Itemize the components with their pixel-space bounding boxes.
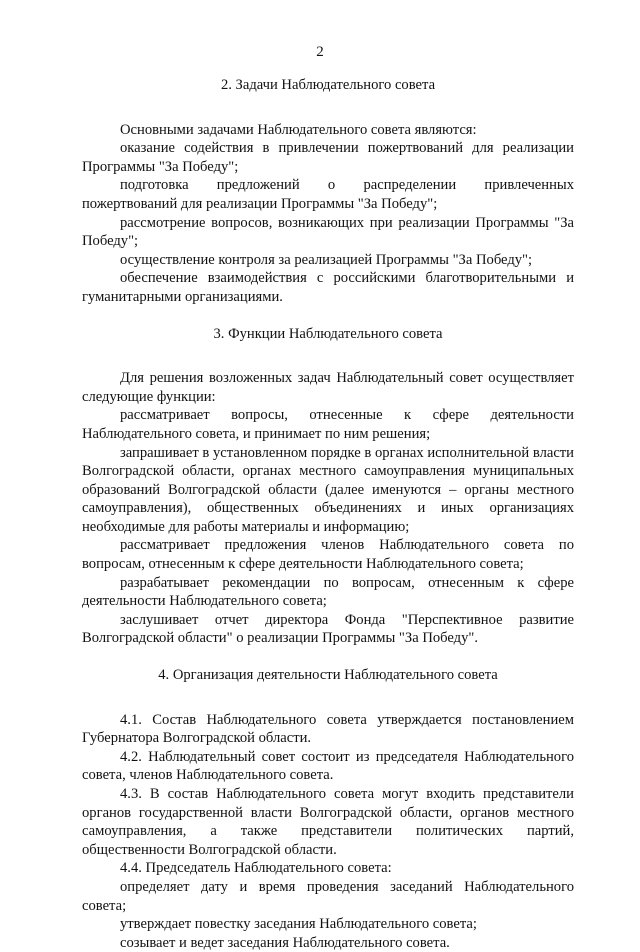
paragraph: рассмотрение вопросов, возникающих при реализации Программы "За Победу";	[82, 214, 574, 250]
paragraph: рассматривает предложения членов Наблюдательного совета по вопросам, отнесенным к сфере деятельности Наблюдательного совета;	[82, 537, 574, 573]
paragraph: 4.1. Состав Наблюдательного совета утверждается постановлением Губернатора Волгоградской области.	[82, 711, 574, 747]
paragraph: запрашивает в установленном порядке в органах исполнительной власти Волгоградской области, органах местного самоуправления муниципальных образований Волгоградской области (далее именуются – органы местного самоуправления), общественных объединениях и иных организациях необходимые для работы материалы и информацию;	[82, 444, 574, 535]
paragraph: Для решения возложенных задач Наблюдательный совет осуществляет следующие функции:	[82, 370, 574, 405]
paragraph: заслушивает отчет директора Фонда "Перспективное развитие Волгоградской области" о реализации Программы "За Победу".	[82, 611, 574, 647]
paragraph: 4.3. В состав Наблюдательного совета могут входить представители органов государственной власти Волгоградской области, органов местного самоуправления, а также представители политических партий, общественности Волгоградской области.	[82, 786, 574, 858]
section-4-title: 4. Организация деятельности Наблюдательного совета	[158, 667, 498, 684]
paragraph: 4.4. Председатель Наблюдательного совета:	[120, 860, 392, 877]
paragraph: обеспечение взаимодействия с российскими благотворительными и гуманитарными организациями.	[82, 270, 574, 305]
paragraph: разрабатывает рекомендации по вопросам, отнесенным к сфере деятельности Наблюдательного совета;	[82, 574, 574, 610]
paragraph: подготовка предложений о распределении привлеченных пожертвований для реализации Программы "За Победу";	[82, 177, 574, 212]
paragraph: созывает и ведет заседания Наблюдательного совета.	[120, 934, 450, 951]
paragraph: рассматривает вопросы, отнесенные к сфере деятельности Наблюдательного совета, и принимает по ним решения;	[82, 407, 574, 442]
paragraph: Основными задачами Наблюдательного совета являются:	[120, 121, 477, 138]
paragraph: осуществление контроля за реализацией Программы "За Победу";	[120, 251, 533, 268]
paragraph: определяет дату и время проведения заседаний Наблюдательного совета;	[82, 878, 574, 914]
paragraph: оказание содействия в привлечении пожертвований для реализации Программы "За Победу";	[82, 140, 574, 175]
paragraph: утверждает повестку заседания Наблюдательного совета;	[120, 916, 477, 933]
section-2-title: 2. Задачи Наблюдательного совета	[220, 77, 436, 93]
section-3-title: 3. Функции Наблюдательного совета	[213, 325, 443, 342]
paragraph: 4.2. Наблюдательный совет состоит из председателя Наблюдательного совета, членов Наблюдательного совета.	[82, 748, 574, 784]
document-body	[82, 76, 574, 952]
page-number: 2	[316, 44, 324, 60]
